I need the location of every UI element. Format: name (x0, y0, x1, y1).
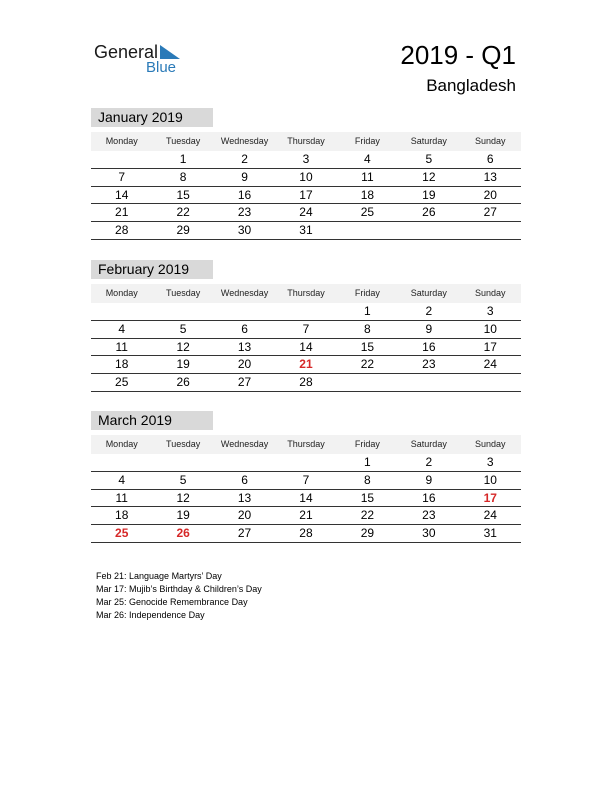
day-cell: 17 (299, 187, 313, 202)
day-cell: 30 (237, 223, 252, 238)
day-cell: 22 (360, 508, 375, 523)
day-cell: 2 (241, 152, 248, 166)
day-cell: 13 (237, 490, 252, 505)
day-cell: 1 (364, 455, 371, 469)
weekday-label: Wednesday (220, 136, 269, 146)
day-cell: 19 (176, 508, 190, 523)
day-cell: 24 (483, 508, 497, 523)
day-cell: 3 (302, 152, 310, 166)
day-cell: 14 (299, 339, 313, 354)
day-cell: 17 (483, 490, 497, 505)
day-cell: 1 (179, 152, 187, 166)
day-cell: 15 (360, 490, 375, 505)
day-cell: 3 (486, 304, 494, 318)
weekday-label: Tuesday (166, 439, 201, 449)
week-row (91, 490, 521, 508)
holiday-note: Feb 21: Language Martyrs’ Day (96, 571, 222, 581)
day-cell: 5 (179, 472, 187, 487)
day-cell: 9 (241, 169, 248, 184)
week-row (91, 151, 521, 169)
day-cell: 28 (299, 375, 313, 390)
week-row (91, 339, 521, 357)
month-grid (91, 454, 521, 543)
weekday-label: Monday (105, 288, 138, 298)
week-row (91, 525, 521, 543)
day-cell: 12 (176, 490, 190, 505)
week-row (91, 321, 521, 339)
month-january (91, 108, 521, 240)
day-cell: 27 (237, 526, 252, 541)
empty-day-cell (460, 222, 521, 239)
weekday-header-row (91, 284, 521, 303)
day-cell: 31 (483, 526, 497, 541)
day-cell: 28 (299, 526, 313, 541)
empty-day-cell (214, 303, 275, 320)
weekday-label: Thursday (287, 288, 325, 298)
day-cell: 19 (176, 357, 190, 372)
weekday-label: Wednesday (220, 288, 269, 298)
month-title: February 2019 (91, 260, 213, 279)
day-cell: 15 (176, 187, 190, 202)
day-cell: 19 (422, 187, 436, 202)
empty-day-cell (460, 374, 521, 391)
day-cell: 4 (364, 152, 371, 166)
day-cell: 23 (422, 508, 436, 523)
generalblue-logo (94, 40, 194, 80)
holiday-notes (96, 570, 262, 622)
weekday-label: Friday (354, 439, 380, 449)
day-cell: 2 (425, 304, 433, 318)
weekday-label: Tuesday (166, 288, 201, 298)
weekday-label: Saturday (410, 136, 447, 146)
day-cell: 11 (115, 339, 128, 354)
day-cell: 9 (425, 321, 433, 336)
day-cell: 21 (115, 205, 129, 220)
empty-day-cell (337, 374, 398, 391)
weekday-label: Sunday (474, 439, 506, 449)
day-cell: 29 (360, 526, 375, 541)
day-cell: 26 (176, 375, 190, 390)
day-cell: 28 (115, 223, 129, 238)
day-cell: 16 (422, 339, 436, 354)
day-cell: 4 (118, 321, 126, 336)
weekday-label: Thursday (287, 439, 325, 449)
day-cell: 5 (425, 152, 433, 166)
day-cell: 8 (179, 169, 187, 184)
day-cell: 6 (486, 152, 494, 166)
weekday-label: Tuesday (166, 136, 201, 146)
day-cell: 20 (237, 508, 252, 523)
day-cell: 25 (360, 205, 375, 220)
logo-flag-icon (160, 45, 180, 59)
day-cell: 21 (299, 357, 313, 372)
weekday-label: Saturday (410, 288, 447, 298)
day-cell: 5 (179, 321, 187, 336)
day-cell: 29 (176, 223, 190, 238)
holiday-note: Mar 25: Genocide Remembrance Day (96, 597, 248, 607)
week-row (91, 356, 521, 374)
day-cell: 8 (364, 472, 371, 487)
day-cell: 24 (483, 357, 497, 372)
week-row (91, 507, 521, 525)
day-cell: 1 (364, 304, 371, 318)
day-cell: 24 (299, 205, 313, 220)
week-row (91, 303, 521, 321)
day-cell: 15 (360, 339, 375, 354)
weekday-label: Sunday (474, 288, 506, 298)
month-march (91, 411, 521, 543)
day-cell: 22 (176, 205, 190, 220)
weekday-label: Thursday (287, 136, 325, 146)
day-cell: 20 (237, 357, 252, 372)
week-row (91, 169, 521, 187)
week-row (91, 222, 521, 240)
week-row (91, 454, 521, 472)
holiday-note: Mar 26: Independence Day (96, 610, 205, 620)
day-cell: 14 (115, 187, 129, 202)
logo-text-blue: Blue (146, 59, 177, 76)
weekday-label: Monday (105, 439, 138, 449)
day-cell: 7 (302, 321, 310, 336)
month-title: March 2019 (91, 411, 213, 430)
empty-day-cell (398, 374, 459, 391)
weekday-label: Sunday (474, 136, 506, 146)
day-cell: 23 (237, 205, 252, 220)
day-cell: 11 (115, 490, 128, 505)
day-cell: 2 (425, 455, 433, 469)
day-cell: 23 (422, 357, 436, 372)
day-cell: 18 (360, 187, 375, 202)
country-name: Bangladesh (426, 76, 516, 95)
day-cell: 22 (360, 357, 375, 372)
empty-day-cell (152, 303, 213, 320)
day-cell: 26 (422, 205, 436, 220)
day-cell: 10 (483, 321, 497, 336)
day-cell: 21 (299, 508, 313, 523)
weekday-label: Monday (105, 136, 138, 146)
day-cell: 9 (425, 472, 433, 487)
empty-day-cell (337, 222, 398, 239)
day-cell: 27 (237, 375, 252, 390)
day-cell: 16 (422, 490, 436, 505)
weekday-header-row (91, 132, 521, 151)
week-row (91, 187, 521, 205)
day-cell: 6 (241, 321, 248, 336)
week-row (91, 472, 521, 490)
day-cell: 10 (483, 472, 497, 487)
weekday-label: Wednesday (220, 439, 269, 449)
empty-day-cell (152, 454, 213, 471)
day-cell: 13 (237, 339, 252, 354)
weekday-header-row (91, 435, 521, 454)
day-cell: 18 (115, 508, 129, 523)
day-cell: 31 (299, 223, 313, 238)
month-title: January 2019 (91, 108, 213, 127)
week-row (91, 374, 521, 392)
weekday-label: Saturday (410, 439, 447, 449)
day-cell: 4 (118, 472, 126, 487)
month-february (91, 260, 521, 392)
day-cell: 10 (299, 169, 313, 184)
weekday-label: Friday (354, 288, 380, 298)
day-cell: 17 (483, 339, 497, 354)
day-cell: 12 (176, 339, 190, 354)
day-cell: 26 (176, 526, 190, 541)
empty-day-cell (91, 151, 152, 168)
day-cell: 25 (115, 375, 129, 390)
empty-day-cell (91, 454, 152, 471)
day-cell: 3 (486, 455, 494, 469)
month-grid (91, 151, 521, 240)
logo-text-general: General (94, 42, 159, 62)
day-cell: 13 (483, 169, 497, 184)
empty-day-cell (91, 303, 152, 320)
month-grid (91, 303, 521, 392)
empty-day-cell (214, 454, 275, 471)
day-cell: 8 (364, 321, 371, 336)
day-cell: 14 (299, 490, 313, 505)
empty-day-cell (398, 222, 459, 239)
day-cell: 6 (241, 472, 248, 487)
day-cell: 16 (237, 187, 252, 202)
quarter-title: 2019 - Q1 (400, 40, 516, 70)
day-cell: 11 (361, 169, 374, 184)
day-cell: 20 (483, 187, 497, 202)
day-cell: 30 (422, 526, 436, 541)
holiday-note: Mar 17: Mujib’s Birthday & Children’s Day (96, 584, 262, 594)
weekday-label: Friday (354, 136, 380, 146)
day-cell: 7 (118, 169, 126, 184)
week-row (91, 204, 521, 222)
empty-day-cell (275, 454, 336, 471)
day-cell: 27 (483, 205, 497, 220)
day-cell: 7 (302, 472, 310, 487)
empty-day-cell (275, 303, 336, 320)
day-cell: 12 (422, 169, 436, 184)
day-cell: 18 (115, 357, 129, 372)
day-cell: 25 (115, 526, 129, 541)
